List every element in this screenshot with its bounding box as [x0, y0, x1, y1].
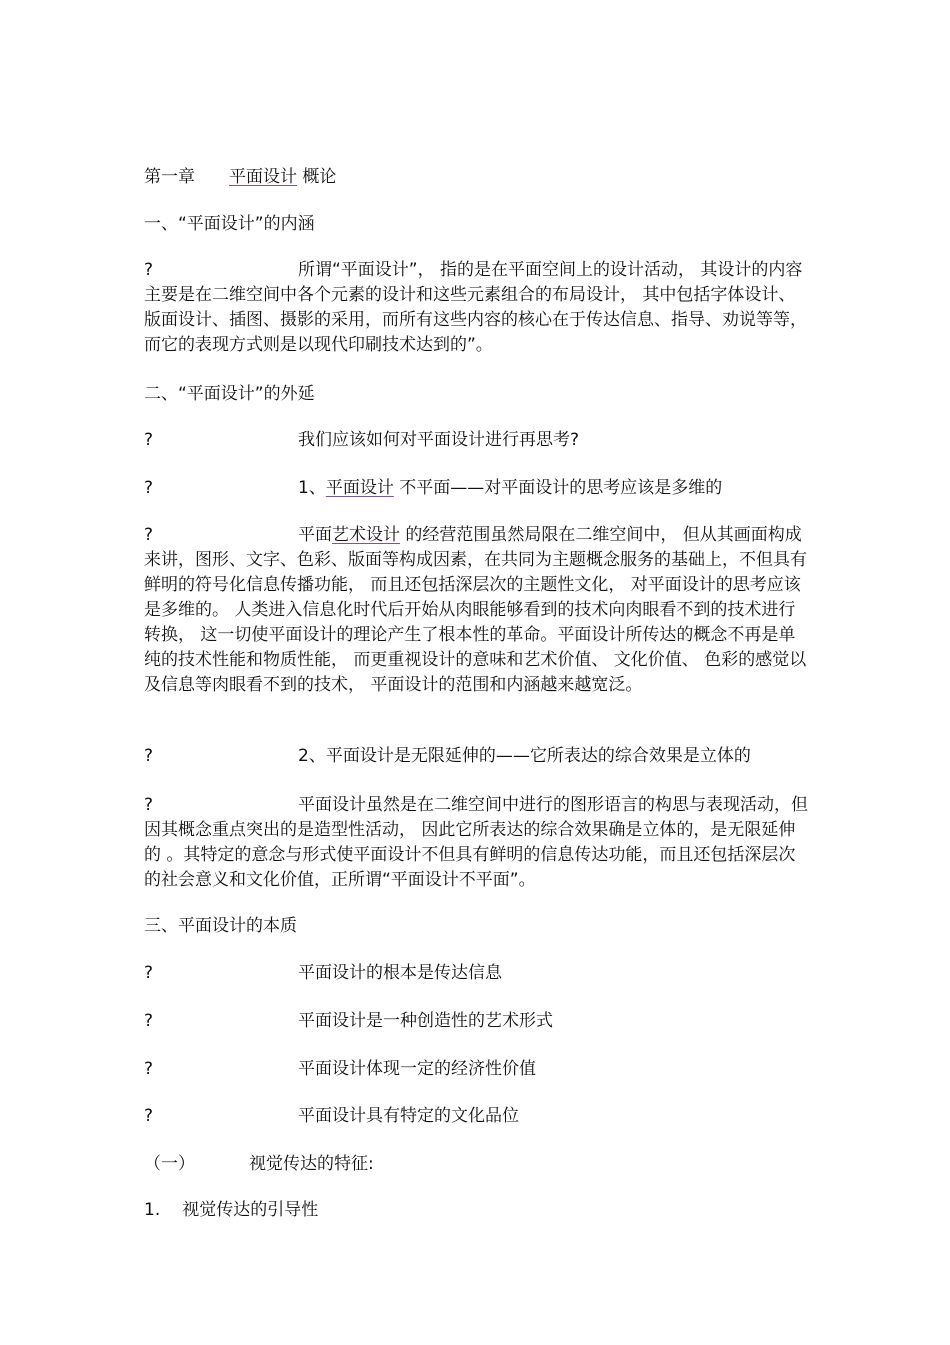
bullet-marker: ?: [144, 1011, 154, 1031]
paragraph-2-text: 的经营范围虽然局限在二维空间中， 但从其画面构成来讲，图形、文字、色彩、版面等构成因素，在共同为主题概念服务的基础上，不但具有鲜明的符号化信息传播功能， 而且还包括深层次的主题性文化， 对平面设计的思考应该是多维的。 人类进入信息化时代后开始从肉眼能够看到的技术向肉眼看不到的技术进行转换， 这一切使平面设计的理论产生了根本性的革命。平面设计所传达的概念不再是单纯的技术性能和物质性能， 而更重视设计的意味和艺术价值、 文化价值、 色彩的感觉以及信息等肉眼看不到的技术， 平面设计的范围和内涵越来越宽泛。: [144, 525, 807, 695]
section-heading-3: 三、平面设计的本质: [144, 916, 297, 936]
chapter-number: 第一章: [144, 167, 195, 187]
paragraph-3-text: 平面设计虽然是在二维空间中进行的图形语言的构思与表现活动，但因其概念重点突出的是造型性活动， 因此它所表达的综合效果确是立体的，是无限延伸的 。其特定的意念与形式使平面设计不但具有鲜明的信息传达功能，而且还包括深层次的社会意义和文化价值，正所谓“平面设计不平面”。: [144, 795, 808, 890]
paragraph-2: [144, 523, 809, 698]
art-design-link[interactable]: 艺术设计: [332, 525, 400, 545]
item-number: 1.: [144, 1200, 161, 1220]
bullet-marker: ?: [144, 746, 154, 766]
essence-item: 平面设计体现一定的经济性价值: [298, 1059, 536, 1079]
bullet-text-3: 2、平面设计是无限延伸的——它所表达的综合效果是立体的: [298, 746, 751, 766]
bullet-text-1: 我们应该如何对平面设计进行再思考?: [298, 430, 580, 450]
section-heading-2: 二、“平面设计”的外延: [144, 384, 315, 404]
subheading-text: 视觉传达的特征:: [249, 1154, 374, 1174]
bullet-marker: ?: [144, 260, 154, 280]
paragraph-1: [144, 258, 809, 358]
essence-item: 平面设计是一种创造性的艺术形式: [298, 1011, 553, 1031]
bullet-text-2: [298, 478, 722, 498]
bullet-text-2-prefix: 1、: [298, 478, 326, 498]
section-heading-1: 一、“平面设计”的内涵: [144, 214, 315, 234]
item-text: 视觉传达的引导性: [182, 1200, 319, 1220]
bullet-text-2-suffix: 不平面——对平面设计的思考应该是多维的: [393, 478, 723, 498]
numbered-item-1: [144, 1200, 318, 1220]
paragraph-1-text: 所谓“平面设计”， 指的是在平面空间上的设计活动， 其设计的内容主要是在二维空间中各个元素的设计和这些元素组合的布局设计， 其中包括字体设计、版面设计、插图、摄影的采用，而所有这些内容的核心在于传达信息、指导、劝说等等，而它的表现方式则是以现代印刷技术达到的”。: [144, 260, 807, 355]
bullet-marker: ?: [144, 430, 154, 450]
subheading: [144, 1154, 374, 1174]
chapter-rest: 概论: [297, 167, 337, 187]
essence-item: 平面设计的根本是传达信息: [298, 963, 502, 983]
subheading-number: （一）: [144, 1154, 195, 1174]
bullet-marker: ?: [144, 1059, 154, 1079]
essence-item: 平面设计具有特定的文化品位: [298, 1106, 519, 1126]
bullet-marker: ?: [144, 525, 154, 545]
chapter-title: [144, 167, 336, 187]
bullet-marker: ?: [144, 1106, 154, 1126]
bullet-marker: ?: [144, 795, 154, 815]
chapter-link[interactable]: 平面设计: [229, 167, 297, 187]
graphic-design-link[interactable]: 平面设计: [325, 478, 394, 498]
paragraph-2-prefix: 平面: [298, 525, 332, 545]
bullet-marker: ?: [144, 478, 154, 498]
paragraph-3: [144, 793, 809, 893]
bullet-marker: ?: [144, 963, 154, 983]
